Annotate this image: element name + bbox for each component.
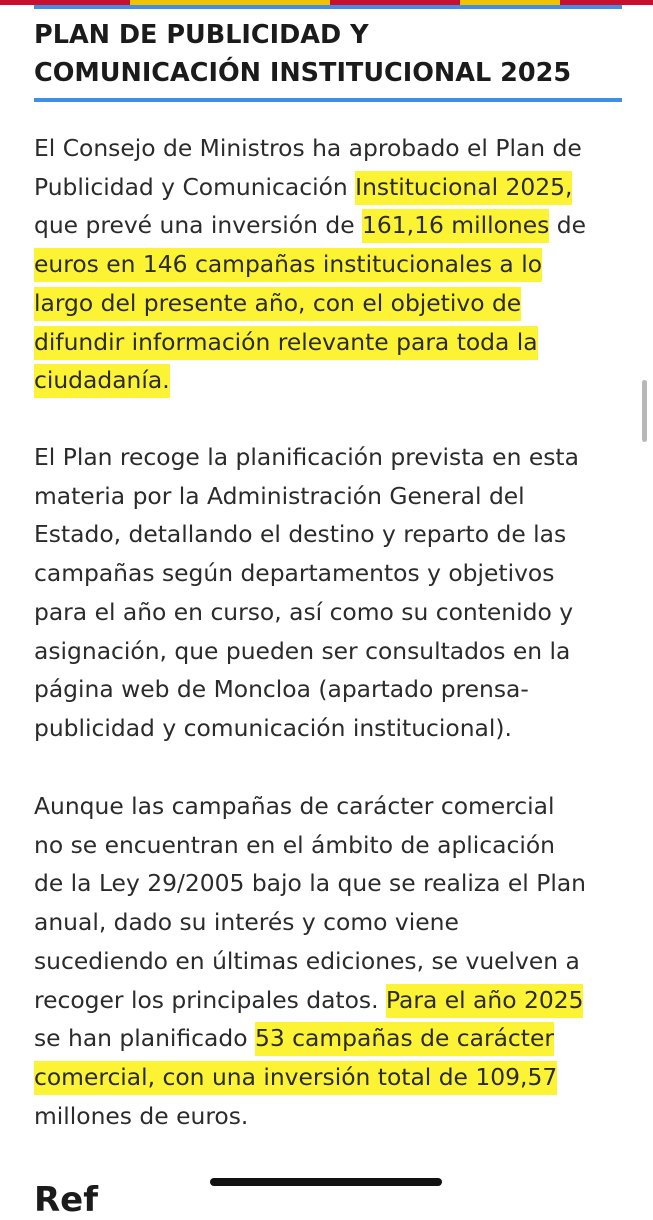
text-line bbox=[34, 515, 634, 554]
text-line bbox=[34, 670, 634, 709]
text-segment: recoger los principales datos. bbox=[34, 985, 386, 1014]
text-line bbox=[34, 477, 634, 516]
text-line bbox=[34, 554, 634, 593]
highlighted-text: 161,16 millones bbox=[362, 209, 549, 243]
text-line bbox=[34, 942, 634, 981]
highlighted-text: difundir información relevante para toda la bbox=[34, 326, 538, 360]
text-line bbox=[34, 632, 634, 671]
text-line bbox=[34, 593, 634, 632]
text-line bbox=[34, 361, 634, 400]
text-segment: Aunque las campañas de carácter comercial bbox=[34, 792, 555, 820]
paragraph-plan-details bbox=[34, 438, 634, 748]
next-section-heading: Ref bbox=[34, 1180, 99, 1220]
text-line bbox=[34, 168, 634, 207]
text-segment: que prevé una inversión de bbox=[34, 211, 363, 240]
text-segment: materia por la Administración General del bbox=[34, 481, 525, 510]
text-segment: para el año en curso, así como su contenido y bbox=[34, 597, 574, 626]
text-segment: anual, dado su interés y como viene bbox=[34, 908, 459, 937]
text-line bbox=[34, 826, 634, 865]
text-line bbox=[34, 787, 634, 826]
text-line bbox=[34, 1097, 634, 1136]
title-line: COMUNICACIÓN INSTITUCIONAL 2025 bbox=[34, 58, 572, 88]
text-segment: El Consejo de Ministros ha aprobado el Plan de bbox=[34, 134, 582, 162]
text-line bbox=[34, 438, 634, 477]
text-segment: sucediendo en últimas ediciones, se vuelven a bbox=[34, 946, 580, 975]
text-line bbox=[34, 709, 634, 748]
highlighted-text: comercial, con una inversión total de 109,57 bbox=[34, 1061, 557, 1095]
text-segment: publicidad y comunicación institucional). bbox=[34, 713, 512, 742]
paragraph-plan-approval bbox=[34, 129, 634, 400]
text-line bbox=[34, 245, 634, 284]
text-segment: Publicidad y Comunicación bbox=[34, 172, 356, 201]
text-line bbox=[34, 129, 634, 168]
highlighted-text: Para el año 2025 bbox=[386, 984, 584, 1018]
text-line bbox=[34, 864, 634, 903]
text-segment: no se encuentran en el ámbito de aplicación bbox=[34, 830, 555, 859]
text-line bbox=[34, 1019, 634, 1058]
highlighted-text: largo del presente año, con el objetivo de bbox=[34, 287, 521, 321]
scrollbar-thumb[interactable] bbox=[642, 380, 647, 442]
text-segment: El Plan recoge la planificación prevista en esta bbox=[34, 443, 579, 471]
text-line bbox=[34, 1058, 634, 1097]
text-line bbox=[34, 981, 634, 1020]
highlighted-text: euros en 146 campañas institucionales a lo bbox=[34, 248, 542, 282]
text-segment: página web de Moncloa (apartado prensa- bbox=[34, 675, 529, 704]
text-segment: campañas según departamentos y objetivos bbox=[34, 559, 555, 588]
text-line bbox=[34, 206, 634, 245]
paragraph-commercial-campaigns bbox=[34, 787, 634, 1135]
text-segment: se han planificado bbox=[34, 1024, 255, 1053]
text-segment: de la Ley 29/2005 bajo la que se realiza el Plan bbox=[34, 869, 586, 898]
text-segment: de bbox=[549, 211, 586, 240]
text-segment: millones de euros. bbox=[34, 1101, 249, 1130]
article-title bbox=[34, 16, 622, 92]
highlighted-text: Institucional 2025, bbox=[355, 171, 572, 205]
text-line bbox=[34, 284, 634, 323]
highlighted-text: ciudadanía. bbox=[34, 364, 170, 398]
text-line bbox=[34, 903, 634, 942]
text-segment: Estado, detallando el destino y reparto de las bbox=[34, 520, 567, 549]
home-indicator[interactable] bbox=[210, 1178, 442, 1186]
title-line: PLAN DE PUBLICIDAD Y bbox=[34, 20, 369, 50]
heading-bottom-rule bbox=[34, 98, 622, 102]
highlighted-text: 53 campañas de carácter bbox=[255, 1022, 554, 1056]
text-segment: asignación, que pueden ser consultados en la bbox=[34, 636, 571, 665]
heading-top-rule bbox=[34, 5, 622, 9]
text-line bbox=[34, 323, 634, 362]
